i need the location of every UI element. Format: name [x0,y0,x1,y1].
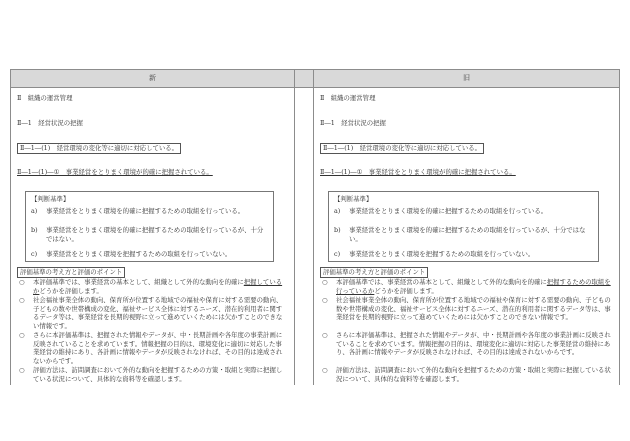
judgment-text: 事業経営をとりまく環境を的確に把握するための取組を行っている。 [46,207,245,215]
subitem-heading: Ⅱ―1―(1)―① 事業経営をとりまく環境が的確に把握されている。 [320,168,516,176]
judgment-label: c) [334,250,341,258]
judgment-label: a) [31,207,38,215]
judgment-label: a) [334,207,341,215]
point-text [336,278,611,295]
point-text-underlined: 把握するための取組を行っているか [336,278,611,295]
judgment-criteria-box [328,191,599,262]
point-text: 評価方法は、訪問調査において外的な動向を把握するための方策・取組と実際に把握している状況について、具体的な資料等を確認します。 [336,366,611,383]
judgment-text: 事業経営をとりまく環境を的確に把握するための取組を行っているが、十分ではない。 [349,226,586,243]
judgment-label: b) [334,226,341,234]
point-text: さらに本評価基準は、把握された情報やデータが、中・長期計画や各年度の事業計画に反映されていることを求めています。情報把握の目的は、環境変化に適切に対応した事業経営の維持にあり、各計画に情報やデータが反映されなければ、その目的は達成されないからです。 [336,331,611,357]
item-heading-text: Ⅱ―1―(1) 経営環境の変化等に適切に対応している。 [320,143,484,154]
circle-bullet-icon: ○ [322,278,328,286]
point-text: さらに本評価基準は、把握された情報やデータが、中・長期計画や各年度の事業計画に反映されていることを求めています。情報把握の目的は、環境変化に適切に対応した事業経営の維持にあり、各計画に情報やデータが反映されなければ、その目的は達成されないからです。 [33,331,283,365]
points-title-text: 評価基準の考え方と評価のポイント [320,267,428,278]
header-new: 新 [10,69,295,88]
point-text-pre: 本評価基準では、事業経営の基本として、組織として外的な動向を的確に [336,278,547,286]
circle-bullet-icon: ○ [19,278,25,286]
point-text-pre: 本評価基準では、事業経営の基本として、組織として外的な動向を的確に [33,278,244,286]
circle-bullet-icon: ○ [19,296,25,304]
column-new [10,87,295,385]
subsection-heading: Ⅱ―1 経営状況の把握 [17,119,83,127]
points-title-text: 評価基準の考え方と評価のポイント [17,267,125,278]
header-old: 旧 [313,69,620,88]
judgment-text: 事業経営をとりまく環境を的確に把握するための取組を行っている。 [349,207,548,215]
judgment-label: c) [31,250,38,258]
section-heading: Ⅱ 組織の運営管理 [320,94,376,102]
circle-bullet-icon: ○ [322,366,328,374]
judgment-title: 【判断基準】 [334,195,373,203]
judgment-title: 【判断基準】 [31,195,70,203]
item-heading [320,143,484,154]
points-title [17,267,125,278]
circle-bullet-icon: ○ [322,331,328,339]
circle-bullet-icon: ○ [19,366,25,374]
circle-bullet-icon: ○ [322,296,328,304]
judgment-label: b) [31,226,38,234]
subsection-heading: Ⅱ―1 経営状況の把握 [320,119,386,127]
point-text-post: どうかを評価します。 [374,286,438,295]
points-title [320,267,428,278]
item-heading-text: Ⅱ―1―(1) 経営環境の変化等に適切に対応している。 [17,143,181,154]
section-heading: Ⅱ 組織の運営管理 [17,94,73,102]
point-text: 社会福祉事業全体の動向、保育所が位置する地域での福祉や保育に対する需要の動向、子どもの数や世帯構成の変化、福祉サービス全体に対するニーズ、潜在的利用者に関するデータ等は、事業経営を長期的視野に立って進めていくためには欠かすことのできない情報です。 [33,296,283,330]
circle-bullet-icon: ○ [19,331,25,339]
comparison-table [10,69,620,385]
subitem-heading: Ⅱ―1―(1)―① 事業経営をとりまく環境が的確に把握されている。 [17,168,213,176]
judgment-criteria-box [25,191,274,262]
item-heading [17,143,181,154]
point-text: 社会福祉事業全体の動向、保育所が位置する地域での福祉や保育に対する需要の動向、子どもの数や世帯構成の変化、福祉サービス全体に対するニーズ、潜在的利用者に関するデータ等は、事業経営を長期的視野に立って進めていくためには欠かすことのできない情報です。 [336,296,611,322]
judgment-text: 事業経営をとりまく環境を的確に把握するための取組を行っているが、十分ではない。 [46,226,264,243]
column-old [313,87,620,385]
judgment-text: 事業経営をとりまく環境を把握するための取組を行っていない。 [46,250,232,258]
header-gap [294,69,314,88]
column-gap [294,87,314,385]
point-text [33,278,286,295]
judgment-text: 事業経営をとりまく環境を把握するための取組を行っていない。 [349,250,535,258]
point-text-underlined: 把握しているか [33,278,283,295]
point-text: 評価方法は、訪問調査において外的な動向を把握するための方策・取組と実際に把握している状況について、具体的な資料等を確認します。 [33,366,283,383]
point-text-post: どうかを評価します。 [39,286,103,295]
